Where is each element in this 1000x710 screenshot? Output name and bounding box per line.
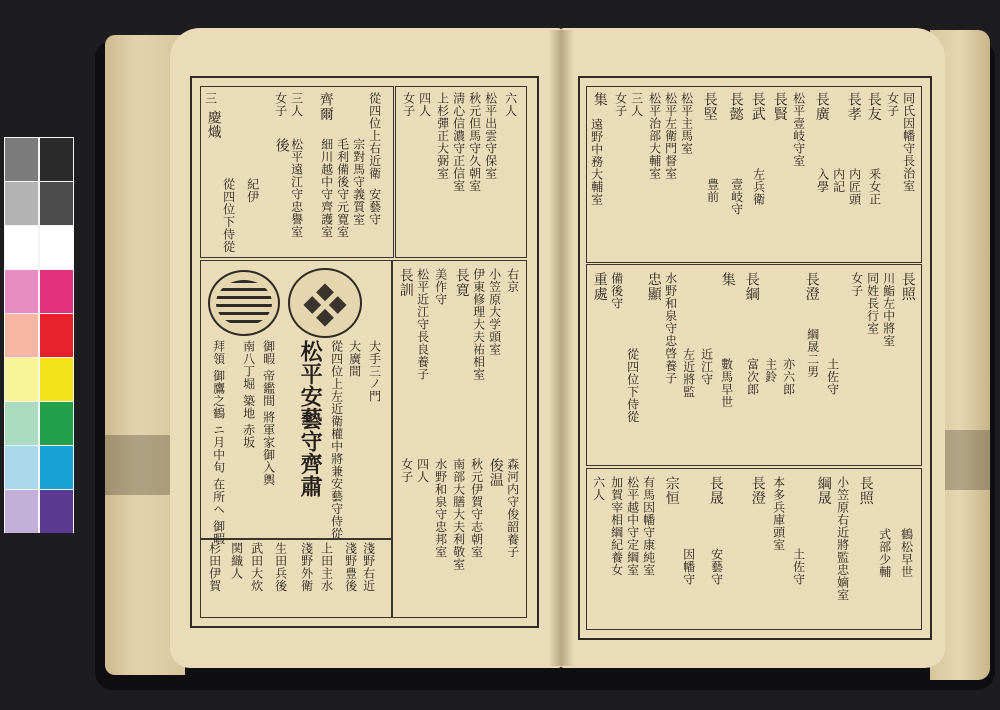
color-swatch: [5, 446, 38, 489]
title-m25: 左近將監: [681, 348, 696, 398]
color-swatch: [5, 358, 38, 401]
lattice-crest-icon: [288, 268, 362, 338]
retainer-2: 淺野豊後: [343, 542, 358, 592]
spouse-b27: 有馬因幡守康純室: [641, 476, 656, 576]
count-lower: 四人: [415, 458, 430, 483]
retainer-4: 武田大炊: [249, 542, 264, 592]
women-t2: 女子: [613, 92, 628, 117]
women-t23: 女子: [885, 92, 900, 117]
lattice-pattern-icon: [298, 278, 352, 332]
color-swatch: [40, 446, 73, 489]
name-m11: 長綱: [743, 272, 760, 301]
lord-seat: 大手三ノ門: [367, 340, 382, 403]
name-t10: 長懿: [727, 92, 744, 121]
count-4: 四人: [417, 92, 432, 117]
retainer-8: 関織人: [229, 542, 244, 580]
title-m26: 近江守: [699, 348, 714, 386]
color-swatch: [40, 182, 73, 225]
note-m10: 綱晟二男: [805, 328, 820, 378]
color-swatch: [5, 490, 38, 533]
proc-3: 拜領 御鷹之鶴 ニ月中旬 在所ヘ 御暇: [211, 340, 226, 545]
lord-hall: 大廣間: [347, 340, 362, 378]
heading-women-3: 女子: [273, 92, 288, 117]
title-b22: 因幡守: [681, 548, 696, 586]
name-t16: 長廣: [813, 92, 830, 121]
title-2: 安藝守: [367, 188, 382, 226]
name-m8: 長澄: [803, 272, 820, 301]
name-b18: 長晟: [707, 476, 724, 505]
book-gutter: [548, 30, 574, 666]
name-nagahiro: 長寛: [453, 268, 470, 297]
name-t8: 長堅: [701, 92, 718, 121]
lord-rank: 從四位上左近衛權中將兼安藝守侍從: [329, 340, 344, 540]
heading-saikan: 齊爾: [317, 92, 334, 121]
count-b23: 六人: [591, 476, 606, 501]
name-m1: 長照: [899, 272, 916, 301]
color-swatch: [40, 490, 73, 533]
color-swatch: [40, 358, 73, 401]
go-text: 後: [273, 138, 290, 153]
title-t11: 壹岐守: [729, 178, 744, 216]
retainer-5: 杉田伊賀: [207, 542, 222, 592]
spouse-2b: 毛利備後守元寛室: [335, 138, 350, 238]
spouse-t7: 松平主馬室: [679, 92, 694, 155]
rank-2: 從四位上右近衛: [367, 92, 382, 180]
name-b6: 綱晟: [815, 476, 832, 505]
right-page: [560, 28, 945, 668]
note-1: 松平近江守長良養子: [415, 268, 430, 381]
domain-text: 紀伊: [245, 178, 260, 203]
spouse-lower-a: 水野和泉守忠邦室: [433, 458, 448, 558]
spouse-1a: 上杉彈正大弼室: [435, 92, 450, 180]
women-6: 六人: [503, 92, 518, 117]
name-nagakuni: 長訓: [397, 268, 414, 297]
name-t14: 長賢: [771, 92, 788, 121]
name-t19: 長孝: [845, 92, 862, 121]
note-15: 森河内守俊韶養子: [505, 458, 520, 558]
spouse-b25: 加賀宰相綱紀養女: [609, 476, 624, 576]
title-t18: 内記: [831, 168, 846, 193]
name-toshiharu: 俊温: [487, 458, 504, 487]
color-calibration-chart: [4, 137, 74, 533]
color-swatch: [5, 402, 38, 445]
name-b12: 長澄: [749, 476, 766, 505]
retainer-1: 淺野右近: [361, 542, 376, 592]
name-m18: 重處: [591, 272, 608, 301]
name-m13: 富次郎: [745, 358, 760, 396]
spouse-b26: 松平越中守定綱室: [625, 476, 640, 576]
title-b4: 式部少輔: [877, 528, 892, 578]
color-swatch: [40, 226, 73, 269]
women-4: 女子: [401, 92, 416, 117]
spouse-t15: 松平壹岐守室: [791, 92, 806, 167]
name-t12: 長武: [749, 92, 766, 121]
heading-keishi: 慶熾: [205, 110, 222, 139]
spouse-1d: 松平出雲守保室: [483, 92, 498, 180]
retainer-6: 上田主水: [319, 542, 334, 592]
note-m23: 水野和泉守忠啓養子: [663, 272, 678, 385]
spouse-t25: 同氏因幡守長治室: [901, 92, 916, 192]
color-swatch: [5, 138, 38, 181]
color-swatch: [40, 138, 73, 181]
title-m20: 備後守: [609, 272, 624, 310]
spouse-lower-c: 秋元伊賀守志朝室: [469, 458, 484, 558]
title-b19: 安藝守: [709, 548, 724, 586]
title-6: 右京: [505, 268, 520, 293]
count-3: 三人: [289, 92, 304, 117]
spouse-t5: 松平治部大輔室: [647, 92, 662, 180]
title-7: 美作守: [433, 268, 448, 306]
women-m3: 女子: [849, 272, 864, 297]
name-m22: 忠顯: [645, 272, 662, 301]
spouse-t6: 松平左衛門督室: [663, 92, 678, 180]
left-page: [170, 28, 562, 668]
spouse-1b: 淸心信濃守正信室: [451, 92, 466, 192]
lord-name: 松平安藝守齊肅: [297, 340, 324, 498]
name-b2: 長照: [857, 476, 874, 505]
spouse-2c: 宗對馬守義質室: [351, 138, 366, 226]
note-5: 小笠原大学頭室: [487, 268, 502, 356]
spouse-m6: 川鮨左中將室: [881, 272, 896, 347]
color-swatch: [40, 270, 73, 313]
spouse-m5: 同姓長行室: [865, 272, 880, 335]
spouse-lower-b: 南部大膳大夫利敬室: [451, 458, 466, 571]
rank-text: 從四位下侍從: [221, 178, 236, 253]
color-swatch: [40, 314, 73, 357]
spouse-t28: 遠野中務大輔室: [589, 118, 604, 206]
name-m17: 數馬早世: [719, 358, 734, 408]
color-swatch: [5, 314, 38, 357]
title-t27: 豊前: [705, 178, 720, 203]
proc-2: 南八丁堀 築地 赤坂: [241, 340, 256, 449]
heading-m15: 集: [719, 272, 736, 287]
heading-shu-1: 集: [591, 92, 608, 107]
name-t21: 長友: [865, 92, 882, 121]
spouse-b17: 本多兵庫頭室: [771, 476, 786, 551]
color-swatch: [5, 270, 38, 313]
folio: 三: [203, 92, 218, 105]
spouse-b9: 小笠原右近將監忠嫡室: [835, 476, 850, 601]
spouse-1c: 秋元但馬守久朝室: [467, 92, 482, 192]
title-t17: 入學: [815, 168, 830, 193]
title-t22: 釆女正: [867, 168, 882, 206]
color-swatch: [5, 226, 38, 269]
name-b21: 宗恒: [663, 476, 680, 505]
proc-1: 御暇 帝鑑間 將軍家御入輿: [261, 340, 276, 487]
spouse-3: 松平遠江守忠譽室: [289, 138, 304, 238]
color-swatch: [5, 182, 38, 225]
note-4: 伊東修理大夫祐相室: [471, 268, 486, 381]
name-m12: 主鈴: [763, 358, 778, 383]
count-t3: 三人: [629, 92, 644, 117]
women-lower: 女子: [399, 458, 414, 483]
color-swatch: [40, 402, 73, 445]
title-t20: 内匠頭: [847, 168, 862, 206]
spouse-2a: 細川越中守齊護室: [319, 138, 334, 238]
name-b3: 鶴松早世: [899, 528, 914, 578]
rank-m21: 從四位下侍從: [625, 348, 640, 423]
title-m9: 土佐守: [825, 358, 840, 396]
striped-crest-icon: [208, 270, 280, 336]
name-m14: 亦六郎: [781, 358, 796, 396]
title-b13: 土佐守: [791, 548, 806, 586]
retainer-7: 淺野外衛: [299, 542, 314, 592]
title-t13: 左兵衛: [751, 168, 766, 206]
retainer-3: 生田兵後: [273, 542, 288, 592]
